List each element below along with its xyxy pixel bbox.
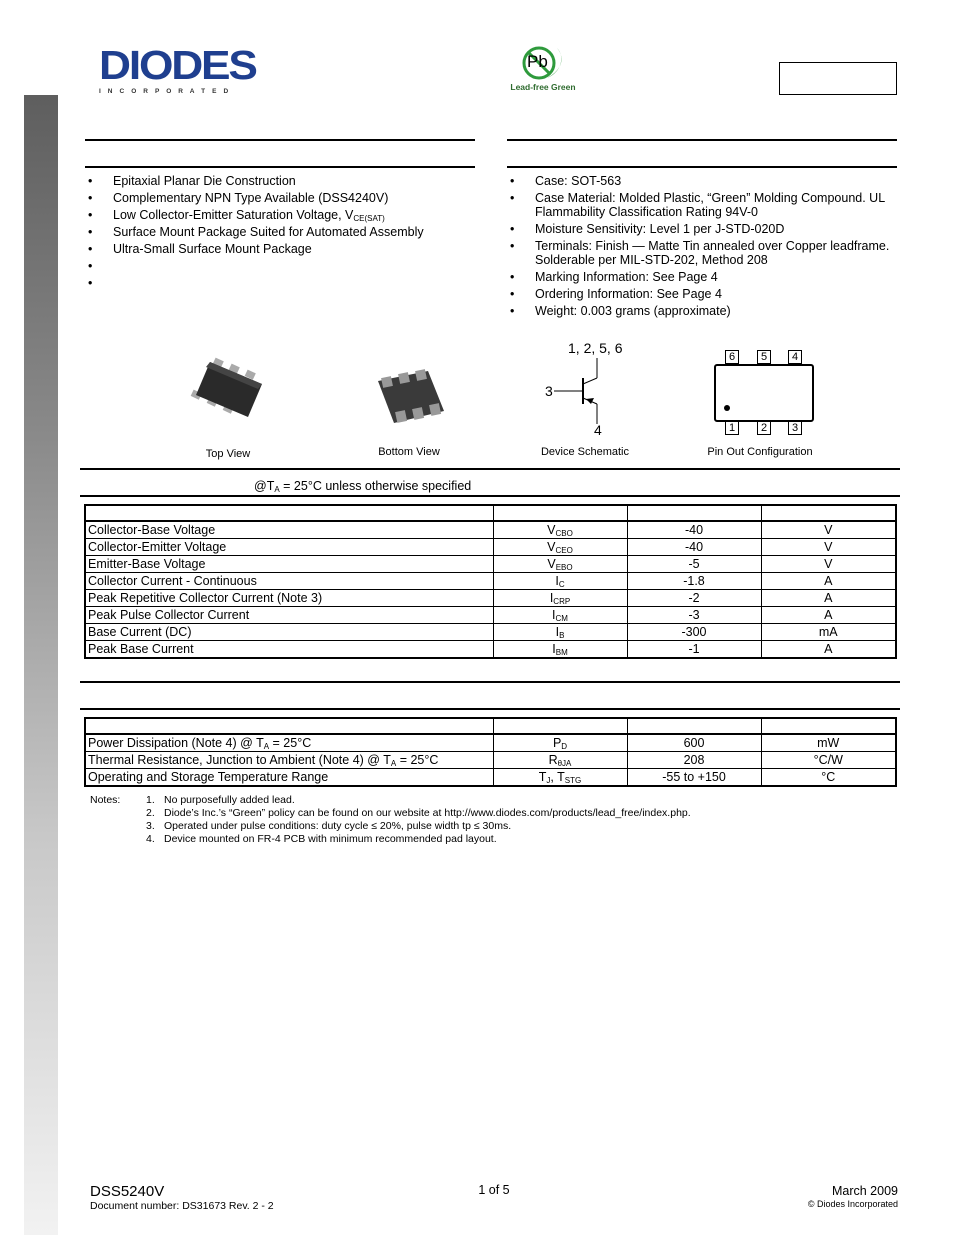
max-ratings-header-rule [80,495,900,497]
logo-subtext: I N C O R P O R A T E D [99,88,231,95]
schematic-collector-label: 1, 2, 5, 6 [568,340,623,356]
mechanical-list [507,174,899,321]
pin-4: 4 [788,350,802,364]
device-schematic [540,338,640,438]
bottom-view-caption: Bottom View [378,446,440,458]
mechanical-item: • Weight: 0.003 grams (approximate) [507,304,899,318]
table-row: Thermal Resistance, Junction to Ambient (Note 4) @ $T_A = 25^\circ C$ $R_{\theta JA}$ 208 °C/W [85,752,896,769]
mechanical-item: • Marking Information: See Page 4 [507,270,899,284]
mechanical-header-rule [507,166,897,168]
table-header-row [85,718,896,734]
mechanical-item: • Ordering Information: See Page 4 [507,287,899,301]
mechanical-title-rule [507,139,897,141]
pin-3: 3 [788,421,802,435]
lead-free-label: Lead-free Green [510,82,576,92]
feature-item: • Ultra-Small Surface Mount Package [85,242,475,256]
footer-doc-number: Document number: DS31673 Rev. 2 - 2 [90,1200,274,1212]
thermal-table [84,717,897,787]
feature-item: • Complementary NPN Type Available (DSS4240V) [85,191,475,205]
table-row: Peak Pulse Collector Current $I_{CM}$ -3 A [85,607,896,624]
table-row: Peak Repetitive Collector Current (Note 3) $I_{CRP}$ -2 A [85,590,896,607]
note-item: 1. No purposefully added lead. [146,794,295,806]
table-row: Power Dissipation (Note 4) @ $T_A = 25^\circ C$ $P_D$ 600 mW [85,734,896,752]
notes-label: Notes: [90,794,121,806]
top-view-caption: Top View [205,448,251,460]
features-header-rule [85,166,475,168]
pinout-caption: Pin Out Configuration [707,446,813,458]
feature-item: • Epitaxial Planar Die Construction [85,174,475,188]
pin-1: 1 [725,421,739,435]
pin-6: 6 [725,350,739,364]
mechanical-item: • Case Material: Molded Plastic, “Green” Molding Compound. UL Flammability Classification Rating 94V-0 [507,191,899,219]
pin-one-dot [724,405,730,411]
pin-5: 5 [757,350,771,364]
mechanical-item: • Terminals: Finish — Matte Tin annealed over Copper leadframe. Solderable per MIL-STD-202, Method 208 [507,239,899,267]
feature-item [85,276,475,290]
thermal-top-rule [80,681,900,683]
features-list [85,174,475,293]
mechanical-item: • Moisture Sensitivity: Level 1 per J-STD-020D [507,222,899,236]
schematic-base-label: 3 [545,383,553,399]
note-item: 3. Operated under pulse conditions: duty cycle ≤ 20%, pulse width tp ≤ 30ms. [146,820,512,832]
mechanical-item: • Case: SOT-563 [507,174,899,188]
feature-item [85,259,475,273]
schematic-emitter-label: 4 [594,422,602,438]
side-gradient-bar [24,95,58,1235]
footer-page-number: 1 of 5 [478,1183,510,1197]
max-ratings-condition: $@T_A = 25^\circ C$ unless otherwise specified [254,479,472,494]
note-item: 2. Diode’s Inc.’s “Green” policy can be found on our website at http://www.diodes.com/products/lead_free/index.php. [146,807,691,819]
schematic-caption: Device Schematic [540,446,630,458]
footer-part-number: DSS5240V [90,1183,165,1200]
thermal-header-rule [80,708,900,710]
notes-list [146,794,886,846]
table-row: Peak Base Current $I_{BM}$ -1 A [85,641,896,659]
note-item: 4. Device mounted on FR-4 PCB with minimum recommended pad layout. [146,833,497,845]
lead-free-badge [507,42,579,94]
top-view-package-image [188,357,270,419]
table-row: Collector-Emitter Voltage $V_{CEO}$ -40 V [85,539,896,556]
table-row: Collector-Base Voltage $V_{CBO}$ -40 V [85,521,896,539]
diodes-logo [99,42,271,96]
package-body [714,364,814,422]
table-row: Operating and Storage Temperature Range $T_J$, $T_{STG}$ -55 to +150 °C [85,769,896,787]
table-header-row [85,505,896,521]
pinout-diagram [712,350,814,436]
pin-2: 2 [757,421,771,435]
feature-item: • Surface Mount Package Suited for Automated Assembly [85,225,475,239]
part-number-box [779,62,897,95]
max-ratings-table [84,504,897,659]
bottom-view-package-image [368,367,452,429]
feature-item: • Low Collector-Emitter Saturation Voltage, $V_{CE(SAT)}$ [85,208,475,222]
footer-date: March 2009 [831,1184,898,1198]
table-row: Collector Current - Continuous $I_C$ -1.8 A [85,573,896,590]
features-title-rule [85,139,475,141]
table-row: Emitter-Base Voltage $V_{EBO}$ -5 V [85,556,896,573]
footer-copyright: © Diodes Incorporated [807,1199,898,1209]
logo-text: DIODES [99,42,256,88]
lead-symbol: Pb [527,52,548,71]
table-row: Base Current (DC) $I_B$ -300 mA [85,624,896,641]
max-ratings-top-rule [80,468,900,470]
